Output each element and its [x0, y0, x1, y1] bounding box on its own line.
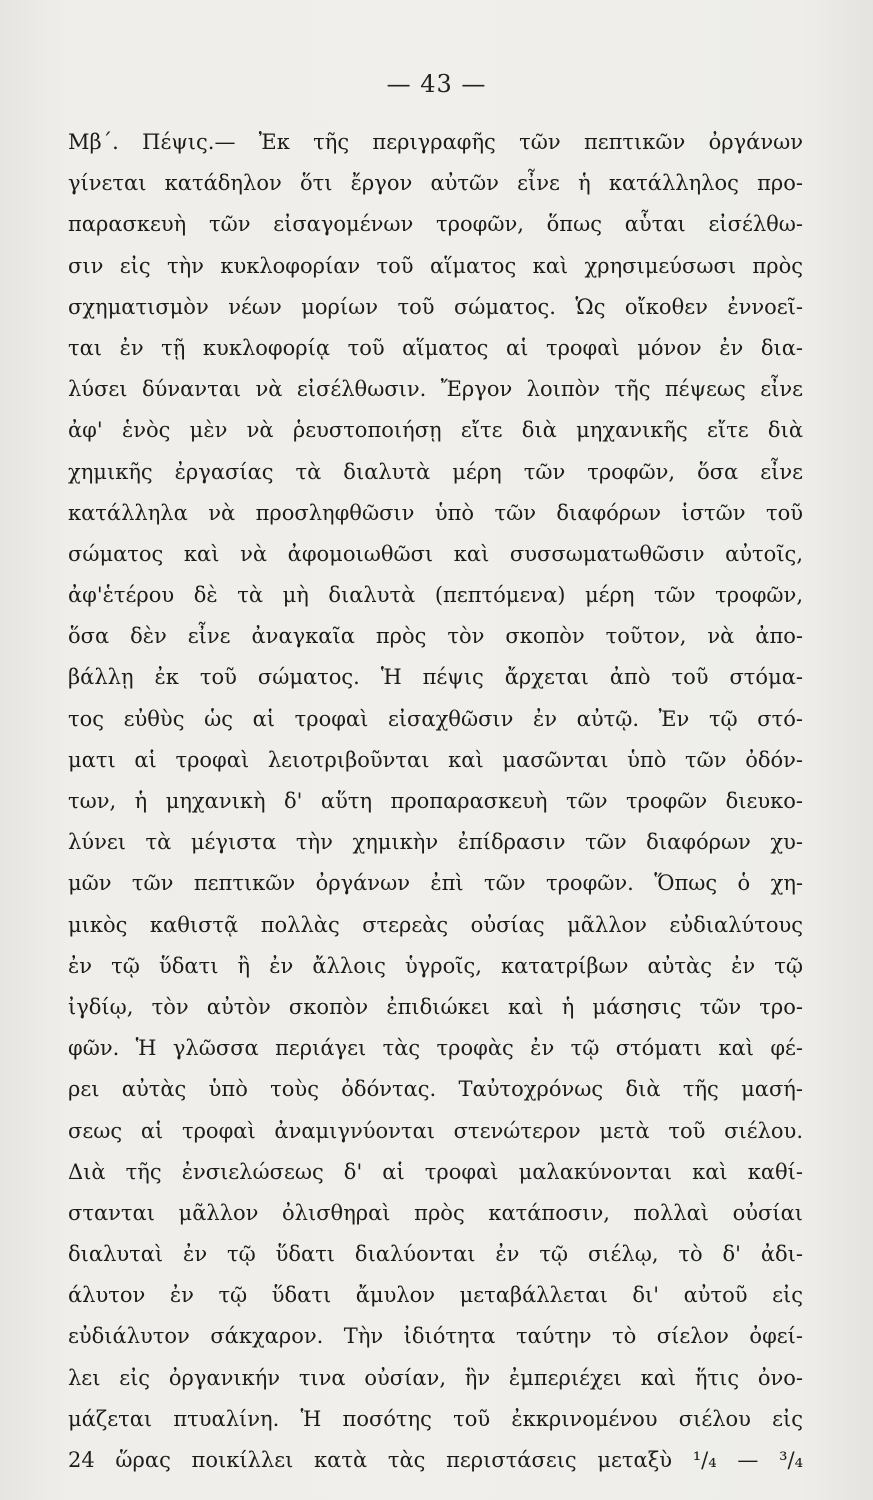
text-line: ὅσα δὲν εἶνε ἀναγκαῖα πρὸς τὸν σκοπὸν τοῦτον, νὰ ἀπο- [68, 624, 803, 649]
text-line: σιν εἰς τὴν κυκλοφορίαν τοῦ αἵματος καὶ χρησιμεύσωσι πρὸς [68, 253, 803, 278]
text-line: εὐδιάλυτον σάκχαρον. Τὴν ἰδιότητα ταύτην τὸ σίελον ὀφεί- [68, 1324, 803, 1349]
text-line: λύσει δύνανται νὰ εἰσέλθωσιν. Ἔργον λοιπὸν τῆς πέψεως εἶνε [68, 377, 803, 402]
text-line: ἐν τῷ ὕδατι ἢ ἐν ἄλλοις ὑγροῖς, κατατρίβων αὐτὰς ἐν τῷ [68, 953, 803, 978]
text-line: φῶν. Ἡ γλῶσσα περιάγει τὰς τροφὰς ἐν τῷ στόματι καὶ φέ- [68, 1036, 803, 1061]
text-line: ρει αὐτὰς ὑπὸ τοὺς ὀδόντας. Ταὐτοχρόνως διὰ τῆς μασή- [68, 1077, 803, 1102]
text-line: παρασκευὴ τῶν εἰσαγομένων τροφῶν, ὅπως αὗται εἰσέλθω- [68, 212, 803, 237]
text-line: σχηματισμὸν νέων μορίων τοῦ σώματος. Ὡς οἴκοθεν ἐννοεῖ- [68, 294, 803, 319]
text-line: μικὸς καθιστᾷ πολλὰς στερεὰς οὐσίας μᾶλλον εὐδιαλύτους [68, 912, 803, 937]
text-line: Διὰ τῆς ἐνσιελώσεως δ' αἱ τροφαὶ μαλακύνονται καὶ καθί- [68, 1159, 803, 1184]
text-line: λύνει τὰ μέγιστα τὴν χημικὴν ἐπίδρασιν τῶν διαφόρων χυ- [68, 830, 803, 855]
text-line: άλυτον ἐν τῷ ὕδατι ἄμυλον μεταβάλλεται δι' αὐτοῦ εἰς [68, 1283, 803, 1308]
text-line: γίνεται κατάδηλον ὅτι ἔργον αὐτῶν εἶνε ἡ κατάλληλος προ- [68, 171, 803, 196]
text-line: στανται μᾶλλον ὀλισθηραὶ πρὸς κατάποσιν, πολλαὶ οὐσίαι [68, 1200, 803, 1225]
text-line: κατάλληλα νὰ προσληφθῶσιν ὑπὸ τῶν διαφόρων ἱστῶν τοῦ [68, 500, 803, 525]
text-line: λει εἰς ὀργανικήν τινα οὐσίαν, ἣν ἐμπεριέχει καὶ ἥτις ὀνο- [68, 1365, 803, 1390]
text-line: διαλυταὶ ἐν τῷ ὕδατι διαλύονται ἐν τῷ σιέλῳ, τὸ δ' ἀδι- [68, 1242, 803, 1267]
text-line: τος εὐθὺς ὡς αἱ τροφαὶ εἰσαχθῶσιν ἐν αὐτῷ. Ἐν τῷ στό- [68, 706, 803, 731]
text-line: ἀφ'ἑτέρου δὲ τὰ μὴ διαλυτὰ (πεπτόμενα) μέρη τῶν τροφῶν, [68, 583, 803, 608]
page-number: — 43 — [386, 70, 487, 98]
body-text [68, 122, 803, 1481]
text-line: ἀφ' ἑνὸς μὲν νὰ ῥευστοποιήσῃ εἴτε διὰ μηχανικῆς εἴτε διὰ [68, 418, 803, 443]
text-line: ἰγδίῳ, τὸν αὐτὸν σκοπὸν ἐπιδιώκει καὶ ἡ μάσησις τῶν τρο- [68, 994, 803, 1019]
text-line: μῶν τῶν πεπτικῶν ὀργάνων ἐπὶ τῶν τροφῶν. Ὅπως ὁ χη- [68, 871, 803, 896]
text-line: ματι αἱ τροφαὶ λειοτριβοῦνται καὶ μασῶνται ὑπὸ τῶν ὀδόν- [68, 747, 803, 772]
text-line: χημικῆς ἐργασίας τὰ διαλυτὰ μέρη τῶν τροφῶν, ὅσα εἶνε [68, 459, 803, 484]
text-line: Μβ΄. Πέψις.— Ἐκ τῆς περιγραφῆς τῶν πεπτικῶν ὀργάνων [68, 130, 803, 154]
text-line: ται ἐν τῇ κυκλοφορίᾳ τοῦ αἵματος αἱ τροφαὶ μόνον ἐν δια- [68, 335, 803, 360]
text-line: 24 ὥρας ποικίλλει κατὰ τὰς περιστάσεις μεταξὺ ¹/₄ — ³/₄ [68, 1448, 803, 1472]
text-line: μάζεται πτυαλίνη. Ἡ ποσότης τοῦ ἐκκρινομένου σιέλου εἰς [68, 1406, 803, 1431]
text-line: των, ἡ μηχανικὴ δ' αὕτη προπαρασκευὴ τῶν τροφῶν διευκο- [68, 789, 803, 813]
text-line: σεως αἱ τροφαὶ ἀναμιγνύονται στενώτερον μετὰ τοῦ σιέλου. [68, 1118, 803, 1143]
text-line: βάλλῃ ἐκ τοῦ σώματος. Ἡ πέψις ἄρχεται ἀπὸ τοῦ στόμα- [68, 665, 803, 690]
text-line: σώματος καὶ νὰ ἀφομοιωθῶσι καὶ συσσωματωθῶσιν αὐτοῖς, [68, 541, 803, 566]
